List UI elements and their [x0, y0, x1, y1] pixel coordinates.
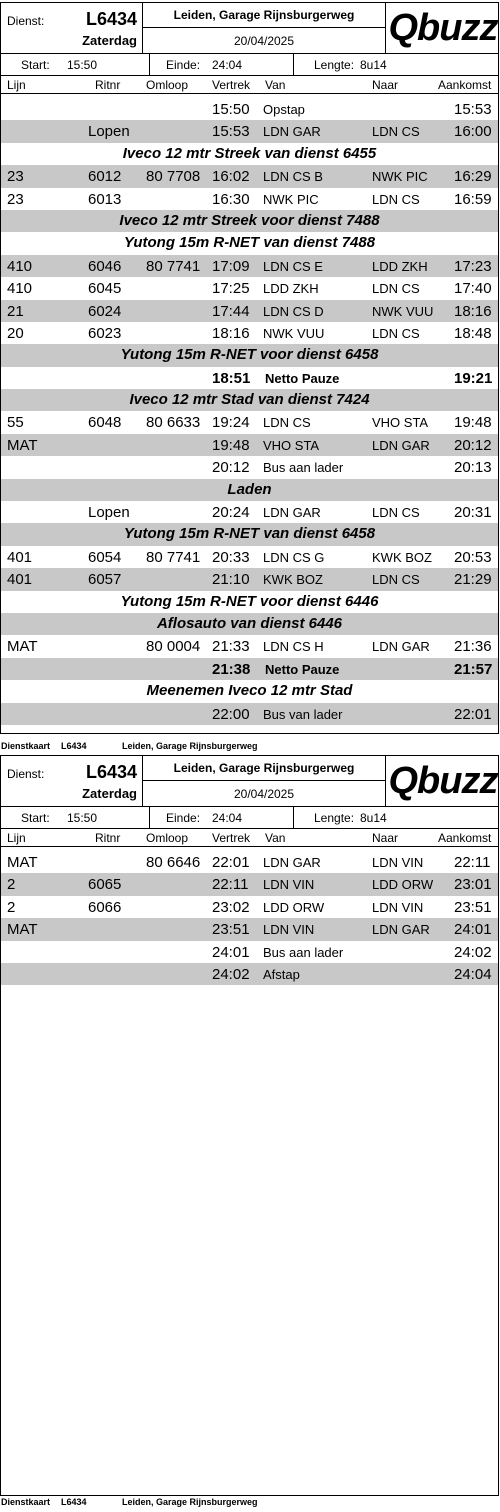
trip-row	[1, 456, 498, 478]
cell-ritnr: 6054	[88, 548, 122, 566]
trip-row	[1, 322, 498, 344]
cell-ritnr: Lopen	[88, 504, 130, 522]
footer-code: L6434	[61, 741, 87, 751]
cell-aankomst: 20:13	[454, 459, 492, 477]
cell-lijn: 23	[7, 190, 24, 208]
cell-ritnr: 6048	[88, 414, 122, 432]
cell-vertrek: 17:09	[212, 257, 250, 275]
qbuzz-logo: Qbuzz	[388, 7, 498, 49]
cell-van: LDN VIN	[263, 877, 315, 893]
cell-aankomst: 17:40	[454, 280, 492, 298]
cell-vertrek: 20:33	[212, 548, 250, 566]
start-label: Start:	[21, 811, 50, 825]
section-header: Meenemen Iveco 12 mtr Stad	[146, 682, 353, 700]
cell-naar: LDN CS	[372, 281, 420, 297]
cell-aankomst: 21:57	[454, 660, 493, 678]
cell-ritnr: 6024	[88, 302, 122, 320]
cell-van: LDN CS E	[263, 258, 323, 274]
trip-row	[1, 918, 498, 940]
cell-naar: LDN CS	[372, 505, 420, 521]
cell-aankomst: 22:11	[454, 854, 491, 871]
garage-location: Leiden, Garage Rijnsburgerweg	[173, 761, 355, 775]
cell-naar: LDN CS	[372, 191, 420, 207]
col-lijn: Lijn	[7, 78, 26, 92]
cell-aankomst: 24:01	[454, 921, 492, 939]
qbuzz-logo: Qbuzz	[388, 760, 498, 802]
cell-lijn: 20	[7, 324, 24, 342]
cell-vertrek: 22:11	[212, 876, 249, 894]
cell-van: LDN CS D	[263, 303, 324, 319]
cell-lijn: 55	[7, 414, 24, 432]
cell-lijn: 2	[7, 898, 16, 916]
col-ritnr: Ritnr	[95, 831, 121, 845]
trip-row	[1, 165, 498, 187]
einde-label: Einde:	[166, 811, 201, 825]
trip-table	[1, 851, 498, 985]
pause-row	[1, 367, 498, 389]
cell-vertrek: 19:24	[212, 414, 250, 432]
dienst-day: Zaterdag	[82, 786, 137, 801]
cell-naar: LDN GAR	[372, 639, 430, 655]
trip-row	[1, 434, 498, 456]
trip-row	[1, 98, 498, 120]
col-van: Van	[265, 78, 286, 92]
start-time: 15:50	[67, 58, 98, 72]
cell-van: LDN GAR	[263, 505, 321, 521]
cell-van: Bus van lader	[263, 706, 343, 722]
cell-naar: VHO STA	[372, 415, 429, 431]
cell-vertrek: 21:38	[212, 660, 251, 678]
cell-vertrek: 22:00	[212, 705, 250, 723]
trip-row	[1, 568, 498, 590]
cell-ritnr: 6066	[88, 898, 122, 916]
cell-aankomst: 20:31	[454, 504, 492, 522]
cell-ritnr: 6046	[88, 257, 122, 275]
cell-vertrek: 24:01	[212, 943, 250, 961]
cell-naar: KWK BOZ	[372, 549, 432, 565]
cell-van: LDN VIN	[263, 922, 315, 938]
cell-naar: NWK VUU	[372, 303, 434, 319]
section-header: Iveco 12 mtr Stad van dienst 7424	[1, 389, 498, 411]
cell-omloop: 80 7741	[146, 548, 201, 566]
einde-time: 24:04	[212, 811, 243, 825]
cell-ritnr: 6057	[88, 571, 122, 589]
cell-aankomst: 22:01	[454, 705, 492, 723]
cell-van: VHO STA	[263, 437, 320, 453]
cell-vertrek: 23:02	[212, 898, 250, 916]
cell-vertrek: 21:33	[212, 638, 250, 656]
section-header: Iveco 12 mtr Streek voor dienst 7488	[1, 210, 498, 232]
cell-aankomst: 20:12	[454, 436, 492, 454]
cell-naar: LDN VIN	[372, 899, 424, 915]
cell-aankomst: 23:51	[454, 898, 492, 916]
cell-van: KWK BOZ	[263, 572, 323, 588]
trip-row	[1, 546, 498, 568]
cell-vertrek: 21:10	[212, 571, 250, 589]
cell-lijn: 401	[7, 571, 33, 589]
cell-aankomst: 24:02	[454, 943, 492, 961]
cell-naar: LDD ORW	[372, 877, 434, 893]
cell-lijn: 2	[7, 876, 16, 894]
cell-van: Bus aan lader	[263, 944, 344, 960]
trip-row	[1, 300, 498, 322]
cell-vertrek: 18:16	[212, 324, 250, 342]
cell-lijn: 410	[7, 257, 33, 275]
lengte-value: 8u14	[360, 58, 387, 72]
lengte-value: 8u14	[360, 811, 387, 825]
card-header	[1, 3, 498, 54]
garage-location: Leiden, Garage Rijnsburgerweg	[173, 8, 355, 22]
cell-van: LDD ZKH	[263, 281, 319, 297]
dienst-day: Zaterdag	[82, 33, 137, 48]
cell-omloop: 80 6646	[146, 854, 201, 871]
lengte-label: Lengte:	[314, 58, 355, 72]
cell-ritnr: 6045	[88, 280, 122, 298]
trip-row	[1, 851, 498, 873]
cell-omloop: 80 7708	[146, 168, 201, 186]
einde-label: Einde:	[166, 58, 201, 72]
cell-van: NWK PIC	[263, 191, 319, 207]
cell-vertrek: 22:01	[212, 854, 250, 871]
column-headers	[1, 829, 498, 847]
column-headers	[1, 76, 498, 94]
col-vertrek: Vertrek	[212, 78, 251, 92]
cell-omloop: 80 0004	[146, 638, 201, 656]
cell-vertrek: 17:44	[212, 302, 250, 320]
footer-label: Dienstkaart	[1, 741, 51, 751]
cell-naar: LDN GAR	[372, 437, 430, 453]
cell-lijn: 23	[7, 168, 24, 186]
cell-van: LDN CS	[263, 415, 311, 431]
col-van: Van	[265, 831, 286, 845]
cell-van: LDN CS G	[263, 549, 325, 565]
einde-time: 24:04	[212, 58, 243, 72]
dienst-date: 20/04/2025	[233, 787, 295, 801]
cell-aankomst: 17:23	[454, 257, 492, 275]
shift-info	[1, 807, 498, 829]
cell-naar: LDN CS	[372, 124, 420, 140]
cell-van: Afstap	[263, 966, 300, 982]
cell-omloop: 80 6633	[146, 414, 201, 432]
cell-aankomst: 21:36	[454, 638, 492, 656]
cell-lijn: MAT	[7, 436, 38, 454]
cell-vertrek: 23:51	[212, 921, 250, 939]
trip-row	[1, 120, 498, 142]
cell-lijn: MAT	[7, 638, 38, 656]
section-header: Iveco 12 mtr Streek van dienst 6455	[122, 144, 377, 162]
col-naar: Naar	[372, 831, 399, 845]
cell-ritnr: 6013	[88, 190, 122, 208]
cell-aankomst: 19:48	[454, 414, 492, 432]
cell-naar: LDN GAR	[372, 922, 430, 938]
trip-row	[1, 873, 498, 895]
dienst-label: Dienst:	[7, 767, 45, 781]
start-label: Start:	[21, 58, 50, 72]
cell-van: Bus aan lader	[263, 460, 344, 476]
cell-vertrek: 24:02	[212, 965, 250, 983]
cell-lijn: 410	[7, 280, 33, 298]
cell-aankomst: 18:16	[454, 302, 492, 320]
cell-aankomst: 16:29	[454, 168, 492, 186]
cell-aankomst: 20:53	[454, 548, 492, 566]
trip-row	[1, 501, 498, 523]
cell-lijn: MAT	[7, 854, 38, 871]
cell-van: Netto Pauze	[265, 661, 340, 677]
cell-van: LDN CS B	[263, 169, 323, 185]
cell-aankomst: 16:00	[454, 123, 492, 141]
cell-naar: NWK PIC	[372, 169, 428, 185]
cell-vertrek: 20:12	[212, 459, 250, 477]
col-aankomst: Aankomst	[438, 831, 492, 845]
pause-row	[1, 658, 498, 680]
dienstkaart-page-1	[0, 2, 499, 734]
cell-van: LDN CS H	[263, 639, 324, 655]
footer-code: L6434	[61, 1497, 87, 1507]
trip-row	[1, 411, 498, 433]
cell-naar: LDN CS	[372, 325, 420, 341]
card-header	[1, 756, 498, 807]
col-ritnr: Ritnr	[95, 78, 121, 92]
footer-label: Dienstkaart	[1, 1497, 51, 1507]
cell-vertrek: 19:48	[212, 436, 250, 454]
cell-ritnr: Lopen	[88, 123, 130, 141]
cell-van: Opstap	[263, 102, 305, 117]
col-lijn: Lijn	[7, 831, 26, 845]
section-header: Yutong 15m R-NET van dienst 6458	[1, 523, 498, 545]
cell-van: Netto Pauze	[265, 370, 340, 386]
cell-van: LDD ORW	[263, 899, 325, 915]
footer-location: Leiden, Garage Rijnsburgerweg	[122, 741, 258, 751]
dienst-label: Dienst:	[7, 14, 45, 28]
cell-vertrek: 18:51	[212, 369, 251, 387]
cell-omloop: 80 7741	[146, 257, 201, 275]
cell-naar: LDD ZKH	[372, 258, 428, 274]
dienst-code: L6434	[85, 9, 137, 29]
section-header: Yutong 15m R-NET van dienst 7488	[123, 234, 376, 252]
cell-ritnr: 6023	[88, 324, 122, 342]
cell-vertrek: 16:30	[212, 190, 250, 208]
dienst-code: L6434	[85, 762, 137, 782]
cell-vertrek: 17:25	[212, 280, 250, 298]
col-naar: Naar	[372, 78, 399, 92]
cell-ritnr: 6065	[88, 876, 122, 894]
trip-row	[1, 255, 498, 277]
col-omloop: Omloop	[146, 78, 189, 92]
cell-lijn: 401	[7, 548, 33, 566]
cell-naar: LDN VIN	[372, 855, 424, 870]
col-aankomst: Aankomst	[438, 78, 492, 92]
cell-aankomst: 19:21	[454, 369, 493, 387]
footer-location: Leiden, Garage Rijnsburgerweg	[122, 1497, 258, 1507]
cell-vertrek: 15:50	[212, 101, 250, 118]
dienstkaart-page-2	[0, 755, 499, 981]
card-2-blank-area	[0, 980, 499, 1496]
section-header: Yutong 15m R-NET voor dienst 6458	[1, 344, 498, 366]
col-omloop: Omloop	[146, 831, 189, 845]
cell-aankomst: 23:01	[454, 876, 492, 894]
dienst-date: 20/04/2025	[233, 34, 295, 48]
start-time: 15:50	[67, 811, 98, 825]
cell-lijn: 21	[7, 302, 24, 320]
cell-vertrek: 15:53	[212, 123, 250, 141]
trip-row	[1, 635, 498, 657]
section-header: Yutong 15m R-NET voor dienst 6446	[120, 592, 379, 610]
cell-van: LDN GAR	[263, 855, 321, 870]
trip-row	[1, 941, 498, 963]
shift-info	[1, 54, 498, 76]
cell-van: NWK VUU	[263, 325, 325, 341]
col-vertrek: Vertrek	[212, 831, 251, 845]
section-header: Aflosauto van dienst 6446	[1, 613, 498, 635]
cell-aankomst: 16:59	[454, 190, 492, 208]
cell-ritnr: 6012	[88, 168, 122, 186]
cell-aankomst: 24:04	[454, 965, 492, 983]
trip-row	[1, 188, 498, 210]
cell-naar: LDN CS	[372, 572, 420, 588]
cell-aankomst: 15:53	[454, 101, 492, 118]
lengte-label: Lengte:	[314, 811, 355, 825]
trip-row	[1, 703, 498, 725]
cell-aankomst: 21:29	[454, 571, 492, 589]
cell-van: LDN GAR	[263, 124, 321, 140]
section-header: Laden	[1, 479, 498, 501]
cell-vertrek: 16:02	[212, 168, 250, 186]
cell-aankomst: 18:48	[454, 324, 492, 342]
cell-vertrek: 20:24	[212, 504, 250, 522]
trip-table	[1, 98, 498, 725]
trip-row	[1, 896, 498, 918]
trip-row	[1, 277, 498, 299]
cell-lijn: MAT	[7, 921, 38, 939]
